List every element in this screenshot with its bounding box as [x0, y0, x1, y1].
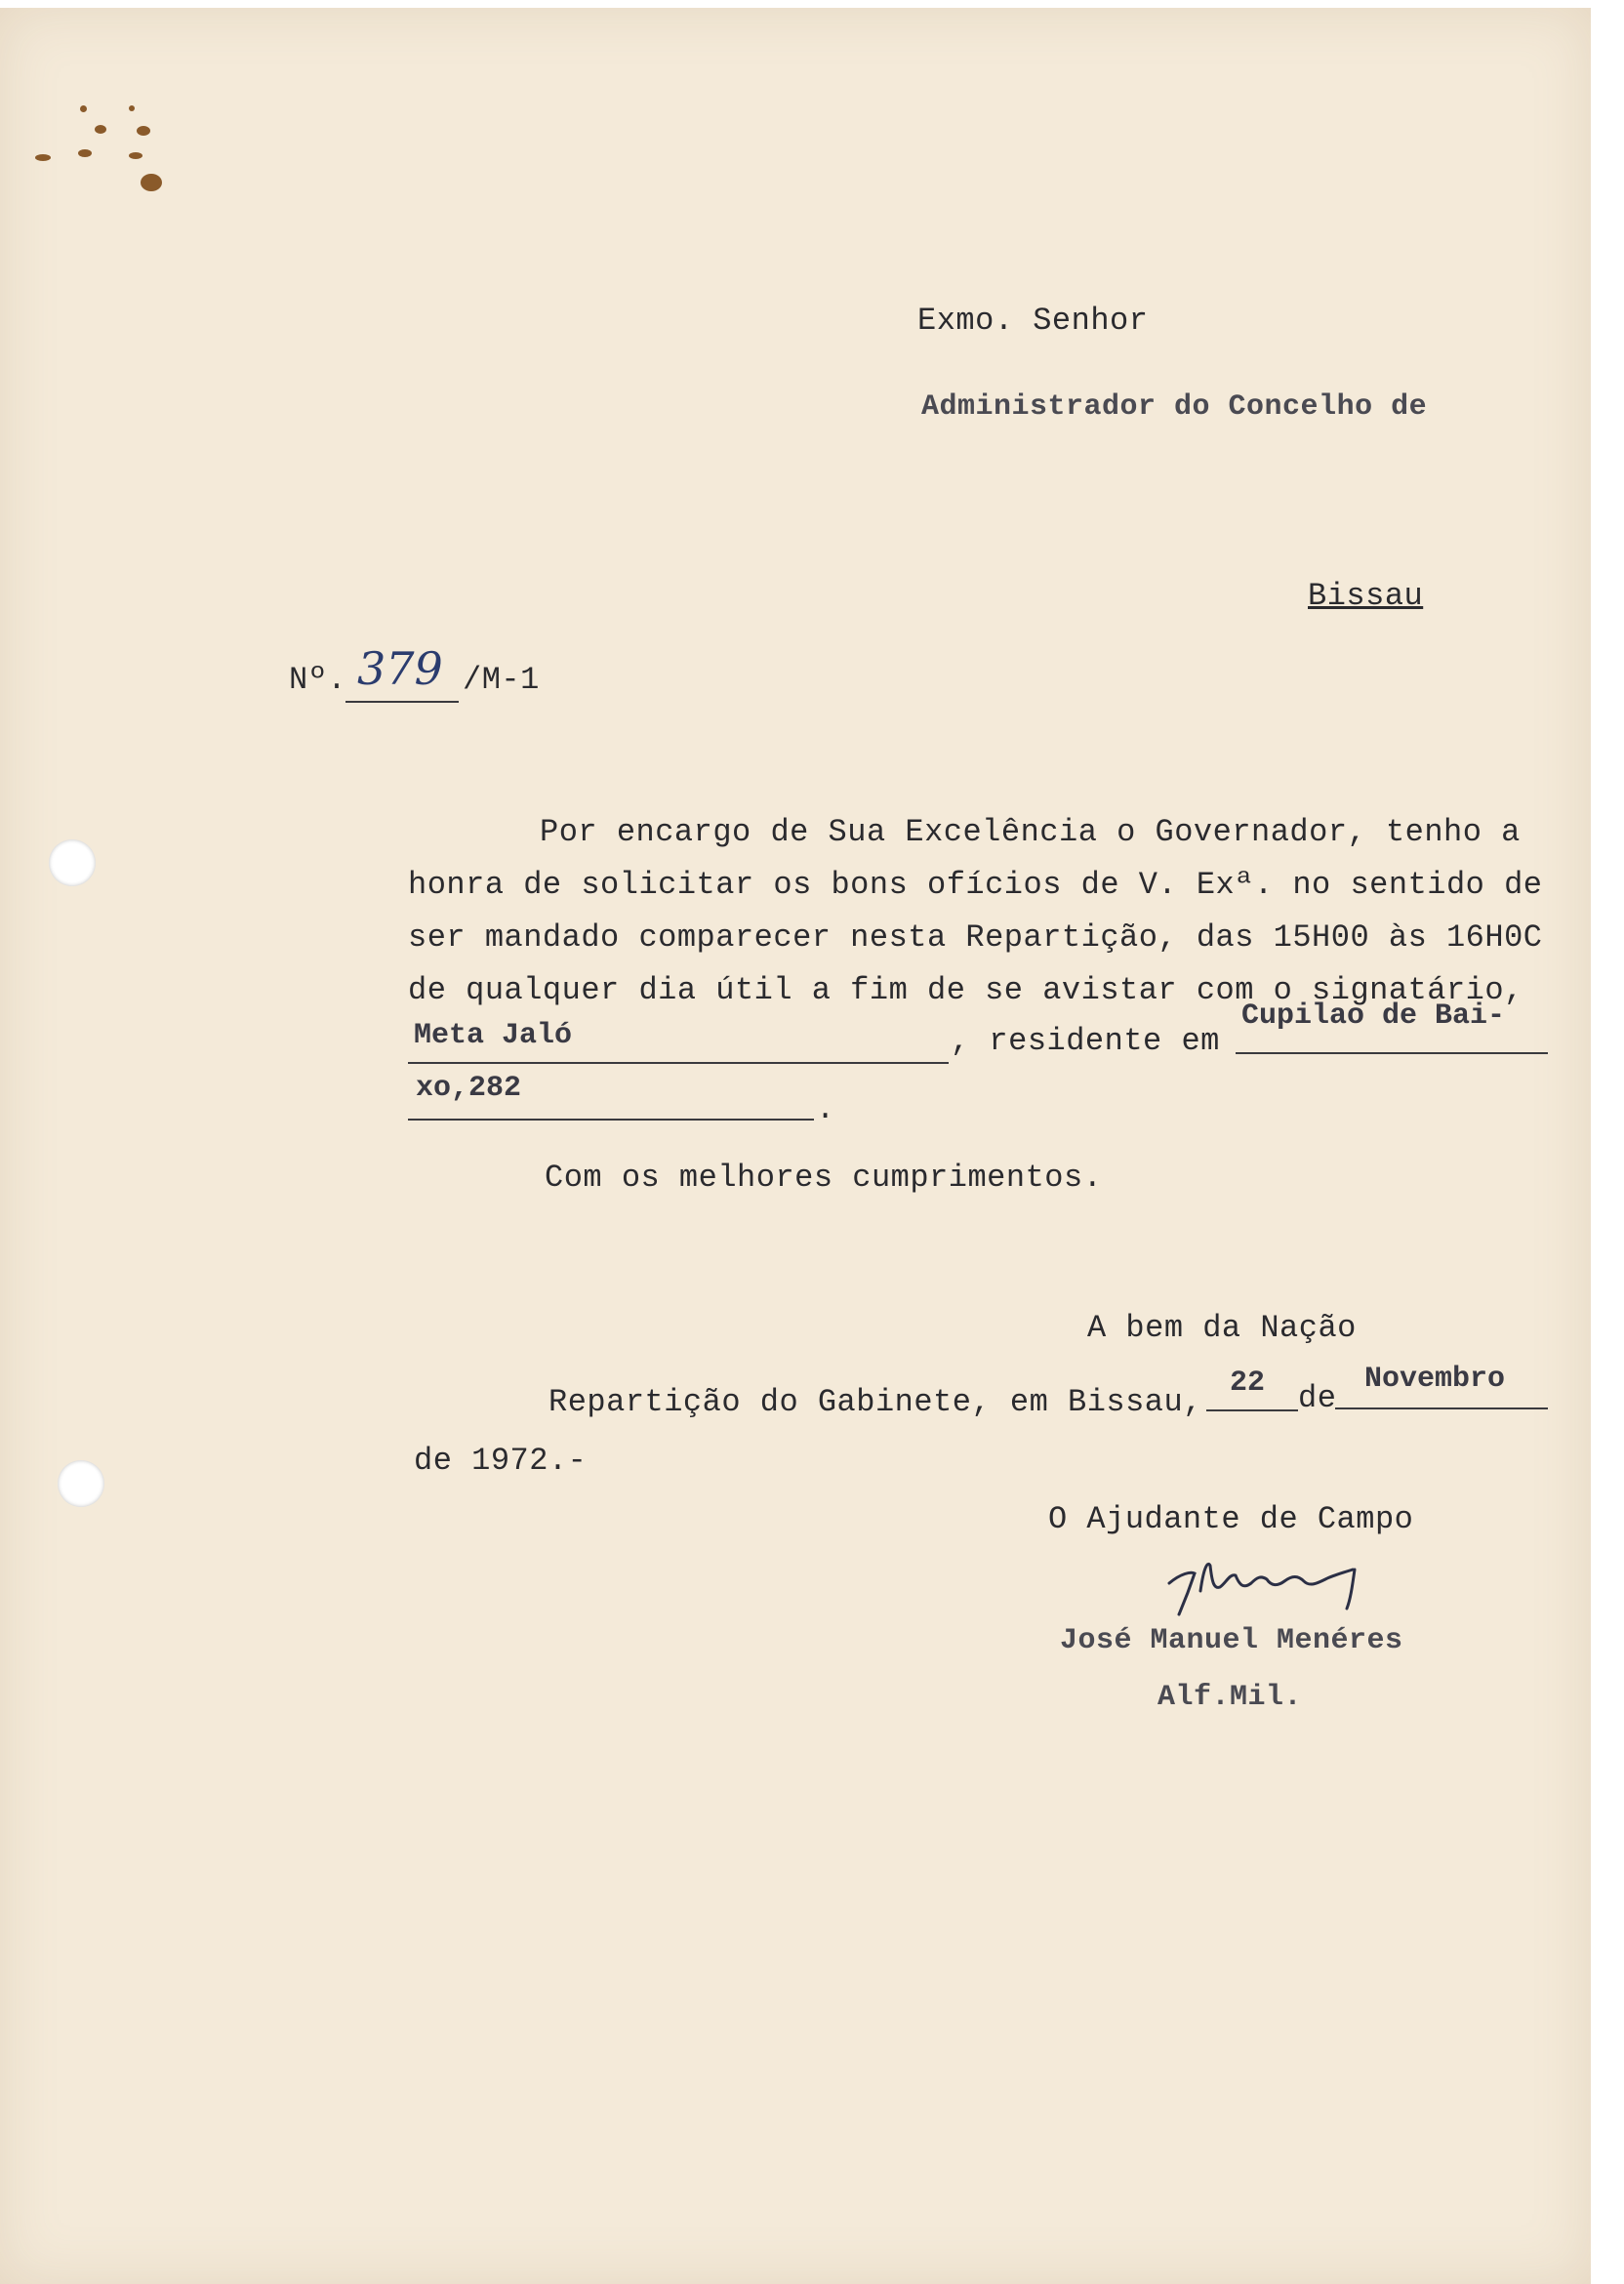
- residence-underline-2: [408, 1119, 814, 1121]
- person-name: Meta Jaló: [414, 1019, 573, 1052]
- addressee-city: Bissau: [1308, 578, 1424, 614]
- punch-hole-lower: [58, 1460, 104, 1507]
- residence-part1: Cupilao de Bai-: [1241, 999, 1506, 1033]
- stain-mark: [78, 149, 92, 157]
- stain-mark: [129, 105, 135, 111]
- date-year: de 1972.-: [414, 1443, 588, 1479]
- date-month: Novembro: [1364, 1363, 1506, 1396]
- reference-underline: [345, 701, 459, 703]
- residence-part2: xo,282: [416, 1072, 522, 1105]
- signer-name: José Manuel Menéres: [1060, 1624, 1403, 1657]
- body-line: Por encargo de Sua Excelência o Governador, tenho a: [540, 814, 1521, 850]
- stain-mark: [35, 154, 51, 161]
- motto: A bem da Nação: [1087, 1310, 1357, 1346]
- residence-underline: [1236, 1052, 1548, 1054]
- stain-mark: [80, 105, 87, 112]
- stain-mark: [137, 126, 150, 136]
- stain-mark: [141, 174, 162, 191]
- salutation: Exmo. Senhor: [917, 303, 1149, 339]
- punch-hole-upper: [49, 839, 96, 886]
- body-line: ser mandado comparecer nesta Repartição, das 15H00 às 16H0C: [408, 919, 1543, 956]
- date-day: 22: [1230, 1366, 1266, 1400]
- body-line: honra de solicitar os bons ofícios de V. Exª. no sentido de: [408, 867, 1543, 903]
- reference-prefix: Nº.: [289, 662, 347, 698]
- person-name-underline: [408, 1062, 949, 1064]
- handwritten-signature: [1161, 1544, 1376, 1622]
- date-month-underline: [1335, 1407, 1548, 1409]
- closing: Com os melhores cumprimentos.: [545, 1160, 1103, 1196]
- stain-mark: [95, 125, 106, 134]
- sentence-period: .: [816, 1091, 835, 1127]
- stain-mark: [129, 152, 142, 159]
- signer-rank: Alf.Mil.: [1157, 1681, 1303, 1714]
- reference-suffix: /M-1: [463, 662, 540, 698]
- addressee: Administrador do Concelho de: [921, 390, 1428, 424]
- scan-right-border: [1591, 0, 1624, 2284]
- date-day-underline: [1206, 1409, 1298, 1411]
- date-de: de: [1298, 1380, 1337, 1416]
- scan-top-border: [0, 0, 1624, 8]
- place-date-prefix: Repartição do Gabinete, em Bissau,: [548, 1384, 1202, 1420]
- paper-sheet: [0, 8, 1591, 2284]
- reference-number: 379: [357, 642, 443, 695]
- body-line: de qualquer dia útil a fim de se avistar com o signatário,: [408, 972, 1523, 1008]
- residence-label: , residente em: [951, 1023, 1220, 1059]
- signer-title: O Ajudante de Campo: [1048, 1501, 1414, 1537]
